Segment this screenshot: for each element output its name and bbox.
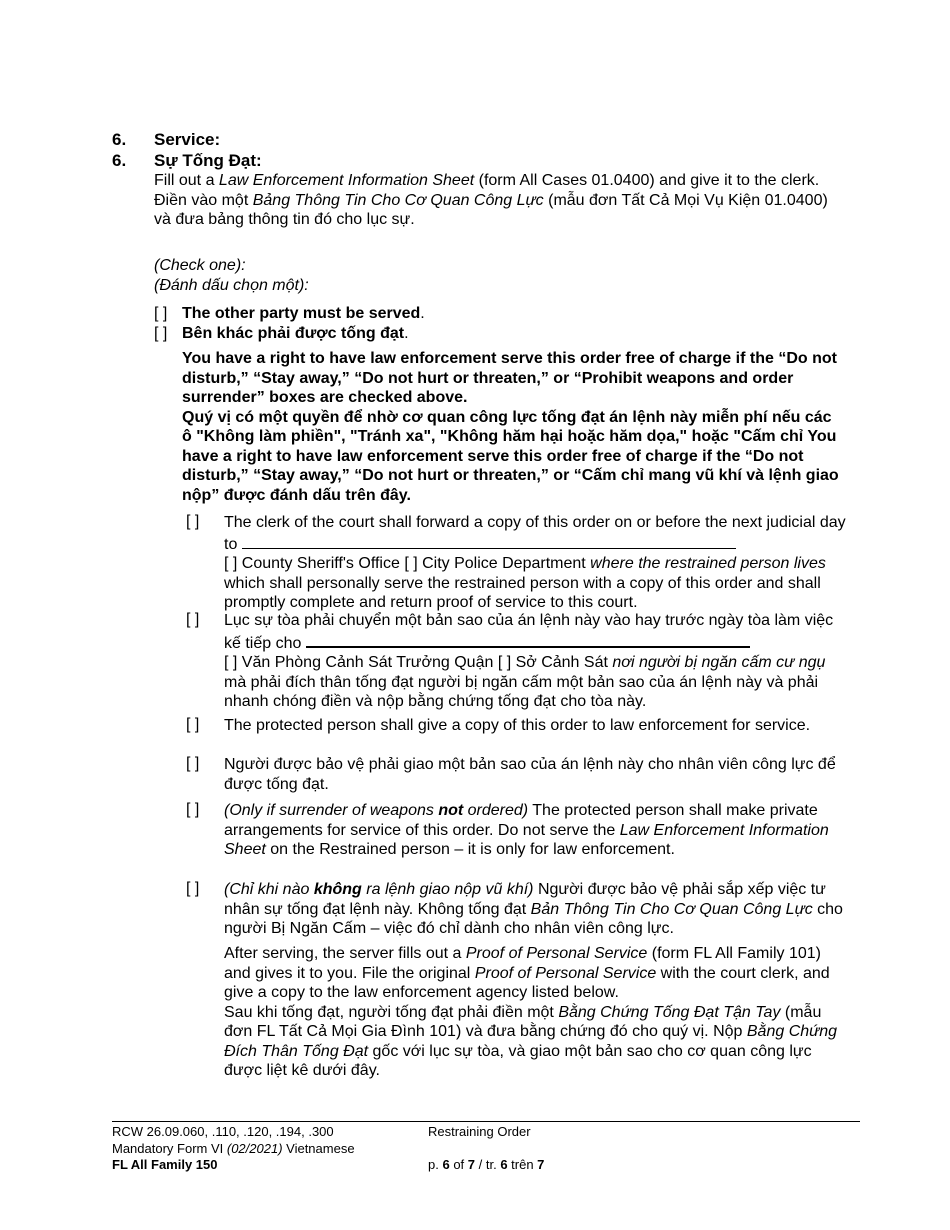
intro-en: Fill out a Law Enforcement Information Sheet (form All Cases 01.0400) and give it to the clerk. <box>154 172 820 189</box>
agency-blank-line[interactable] <box>242 533 736 549</box>
section-heading-en <box>112 129 220 150</box>
checkbox[interactable]: [ ] <box>186 880 200 897</box>
main-option-vi[interactable]: [ ] Bên khác phải được tống đạt. <box>154 325 409 342</box>
footer-title: Restraining Order <box>428 1124 531 1139</box>
option-private-vi[interactable]: [ ] (Chỉ khi nào không ra lệnh giao nộp vũ khí) Người được bảo vệ phải sắp xếp việc tư nhân sự tống đạt lệnh này. Không tống đạt Bản Thông Tin Cho Cơ Quan Công Lực cho người Bị Ngăn Cấm – việc đó chỉ dành cho nhân viên công lực. <box>186 880 843 937</box>
main-option-en[interactable]: [ ] The other party must be served. <box>154 305 425 322</box>
footer-rcw: RCW 26.09.060, .110, .120, .194, .300 <box>112 1124 334 1139</box>
check-one-block <box>154 256 309 295</box>
footer-center <box>428 1124 544 1174</box>
section-title-en: Service: <box>154 130 221 149</box>
section-heading-vi <box>112 150 262 171</box>
after-serving-vi: Sau khi tống đạt, người tống đạt phải điền một Bằng Chứng Tống Đạt Tận Tay (mẫu đơn FL Tất Cả Mọi Gia Đình 101) và đưa bằng chứng đó cho quý vị. Nộp Bằng Chứng Đích Thân Tống Đạt gốc với lục sự tòa, và giao một bản sao cho cơ quan công lực được liệt kê dưới đây. <box>224 1003 838 1079</box>
footer-left <box>112 1124 355 1174</box>
footer-mandatory: Mandatory Form VI (02/2021) Vietnamese <box>112 1140 355 1156</box>
page-footer <box>112 1121 860 1172</box>
intro-block <box>154 171 834 230</box>
right-notice <box>182 349 842 505</box>
footer-page-number: p. 6 of 7 / tr. 6 trên 7 <box>428 1157 545 1172</box>
right-notice-en: You have a right to have law enforcement serve this order free of charge if the “Do not disturb,” “Stay away,” “Do not hurt or threaten,” or “Prohibit weapons and order surrender” boxes are checked above. <box>182 350 837 406</box>
le-info-sheet-ref-vi: Bảng Thông Tin Cho Cơ Quan Công Lực <box>252 191 544 209</box>
right-notice-vi: Quý vị có một quyền để nhờ cơ quan công lực tống đạt án lệnh này miễn phí nếu các ô "Không làm phiền", "Tránh xa", "Không hăm hại hoặc hăm dọa," hoặc "Cấm chỉ You have a right to have law enforcement serve this order free of charge if the “Do not disturb,” “Stay away,” “Do not hurt or threaten,” or “Cấm chỉ mang vũ khí và lệnh giao nộp” được đánh dấu trên đây. <box>182 408 839 504</box>
after-serving-block <box>224 944 844 1081</box>
section-number: 6. <box>112 130 127 149</box>
checkbox[interactable]: [ ] <box>186 611 200 628</box>
checkbox[interactable]: [ ] <box>154 305 168 322</box>
section-title-vi: Sự Tống Đạt: <box>154 151 262 170</box>
footer-form-id: FL All Family 150 <box>112 1157 218 1172</box>
option-private-en[interactable]: [ ] (Only if surrender of weapons not ordered) The protected person shall make private arrangements for service of this order. Do not serve the Law Enforcement Information Sheet on the Restrained person – it is only for law enforcement. <box>186 801 829 858</box>
checkbox[interactable]: [ ] <box>186 755 200 772</box>
check-one-en: (Check one): <box>154 257 246 274</box>
checkbox[interactable]: [ ] <box>154 325 168 342</box>
check-one-vi: (Đánh dấu chọn một): <box>154 276 309 294</box>
intro-vi: Điền vào một Bảng Thông Tin Cho Cơ Quan Công Lực (mẫu đơn Tất Cả Mọi Vụ Kiện 01.0400) và đưa bảng thông tin đó cho lục sự. <box>154 191 828 228</box>
le-info-sheet-ref: Law Enforcement Information Sheet <box>218 172 475 189</box>
checkbox[interactable]: [ ] <box>186 513 200 530</box>
checkbox[interactable]: [ ] <box>186 801 200 818</box>
section-number: 6. <box>112 151 127 170</box>
option-clerk-en[interactable]: [ ] The clerk of the court shall forward a copy of this order on or before the next judicial day to [ ] County Sheriff's Office [ ] City Police Department where the restrained person lives which shall personally serve the restrained person with a copy of this order and shall promptly complete and return proof of service to this court. <box>186 513 846 611</box>
checkbox[interactable]: [ ] <box>186 716 200 733</box>
option-clerk-vi[interactable]: [ ] Lục sự tòa phải chuyển một bản sao của án lệnh này vào hay trước ngày tòa làm việc kế tiếp cho [ ] Văn Phòng Cảnh Sát Trưởng Quận [ ] Sở Cảnh Sát nơi người bị ngăn cấm cư ngụ mà phải đích thân tống đạt người bị ngăn cấm một bản sao của án lệnh này và phải nhanh chóng điền và nộp bằng chứng tống đạt cho tòa này. <box>186 611 834 710</box>
agency-blank-line-vi[interactable] <box>306 631 750 648</box>
option-protected-en[interactable]: [ ] The protected person shall give a copy of this order to law enforcement for service. <box>186 716 811 734</box>
after-serving-en: After serving, the server fills out a Proof of Personal Service (form FL All Family 101) and gives it to you. File the original Proof of Personal Service with the court clerk, and give a copy to the law enforcement agency listed below. <box>224 945 830 1001</box>
option-protected-vi[interactable]: [ ] Người được bảo vệ phải giao một bản sao của án lệnh này cho nhân viên công lực để được tống đạt. <box>186 755 836 793</box>
